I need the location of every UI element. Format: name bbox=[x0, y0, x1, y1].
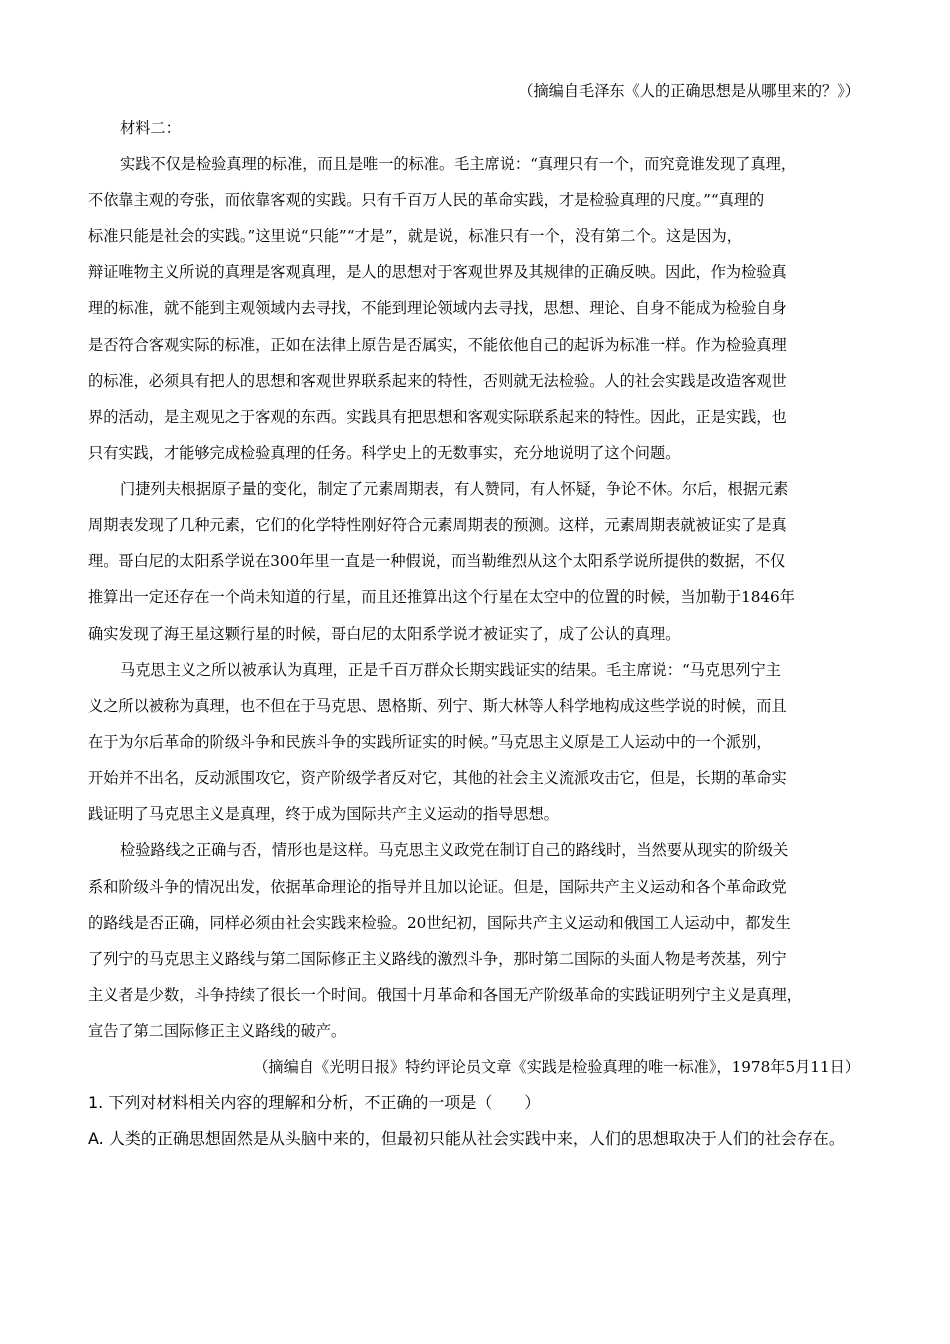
paragraph-line: 系和阶级斗争的情况出发，依据革命理论的指导并且加以论证。但是，国际共产主义运动和各个革命政党 bbox=[88, 878, 787, 896]
paragraph-line: 的标准，必须具有把人的思想和客观世界联系起来的特性，否则就无法检验。人的社会实践是改造客观世 bbox=[88, 372, 787, 390]
paragraph-line: 门捷列夫根据原子量的变化，制定了元素周期表，有人赞同，有人怀疑，争论不休。尔后，根据元素 bbox=[120, 480, 789, 498]
paragraph-line: 在于为尔后革命的阶级斗争和民族斗争的实践所证实的时候。”马克思主义原是工人运动中的一个派别， bbox=[88, 733, 772, 751]
paragraph-line: 开始并不出名，反动派围攻它，资产阶级学者反对它，其他的社会主义流派攻击它，但是，长期的革命实 bbox=[88, 769, 787, 787]
question-stem: 1. 下列对材料相关内容的理解和分析，不正确的一项是（ ） bbox=[88, 1093, 541, 1112]
paragraph-line: 实践不仅是检验真理的标准，而且是唯一的标准。毛主席说：“真理只有一个，而究竟谁发现了真理， bbox=[120, 155, 797, 173]
paragraph-line: 理。哥白尼的太阳系学说在300年里一直是一种假说，而当勒维烈从这个太阳系学说所提供的数据，不仅 bbox=[88, 552, 786, 570]
paragraph-line: 标准只能是社会的实践。”这里说“只能”“才是”，就是说，标准只有一个，没有第二个。这是因为， bbox=[88, 227, 742, 245]
paragraph-line: 检验路线之正确与否，情形也是这样。马克思主义政党在制订自己的路线时，当然要从现实的阶级关 bbox=[120, 841, 789, 859]
paragraph-line: 只有实践，才能够完成检验真理的任务。科学史上的无数事实，充分地说明了这个问题。 bbox=[88, 444, 681, 462]
paragraph-line: 马克思主义之所以被承认为真理，正是千百万群众长期实践证实的结果。毛主席说：“马克思列宁主 bbox=[120, 661, 781, 679]
paragraph-line: 不依靠主观的夸张，而依靠客观的实践。只有千百万人民的革命实践，才是检验真理的尺度。”“真理的 bbox=[88, 191, 765, 209]
source-citation: （摘编自《光明日报》特约评论员文章《实践是检验真理的唯一标准》，1978年5月11日） bbox=[253, 1058, 860, 1076]
paragraph-line: 推算出一定还存在一个尚未知道的行星，而且还推算出这个行星在太空中的位置的时候，当加勒于1846年 bbox=[88, 588, 795, 606]
source-citation-top: （摘编自毛泽东《人的正确思想是从哪里来的？》） bbox=[518, 82, 860, 100]
paragraph-line: 的路线是否正确，同样必须由社会实践来检验。20世纪初，国际共产主义运动和俄国工人运动中，都发生 bbox=[88, 914, 791, 932]
paragraph-line: 是否符合客观实际的标准，正如在法律上原告是否属实，不能依他自己的起诉为标准一样。作为检验真理 bbox=[88, 336, 787, 354]
paragraph-line: 界的活动，是主观见之于客观的东西。实践具有把思想和客观实际联系起来的特性。因此，正是实践，也 bbox=[88, 408, 787, 426]
paragraph-line: 确实发现了海王星这颗行星的时候，哥白尼的太阳系学说才被证实了，成了公认的真理。 bbox=[88, 625, 681, 643]
material2-heading: 材料二： bbox=[120, 119, 181, 137]
paragraph-line: 主义者是少数，斗争持续了很长一个时间。俄国十月革命和各国无产阶级革命的实践证明列宁主义是真理， bbox=[88, 986, 802, 1004]
option-a: A. 人类的正确思想固然是从头脑中来的，但最初只能从社会实践中来，人们的思想取决于人们的社会存在。 bbox=[88, 1129, 845, 1148]
paragraph-line: 理的标准，就不能到主观领域内去寻找，不能到理论领域内去寻找，思想、理论、自身不能成为检验自身 bbox=[88, 299, 787, 317]
paragraph-line: 践证明了马克思主义是真理，终于成为国际共产主义运动的指导思想。 bbox=[88, 805, 559, 823]
paragraph-line: 宣告了第二国际修正主义路线的破产。 bbox=[88, 1022, 347, 1040]
paragraph-line: 辩证唯物主义所说的真理是客观真理，是人的思想对于客观世界及其规律的正确反映。因此，作为检验真 bbox=[88, 263, 787, 281]
paragraph-line: 义之所以被称为真理，也不但在于马克思、恩格斯、列宁、斯大林等人科学地构成这些学说的时候，而且 bbox=[88, 697, 787, 715]
paragraph-line: 周期表发现了几种元素，它们的化学特性刚好符合元素周期表的预测。这样，元素周期表就被证实了是真 bbox=[88, 516, 787, 534]
paragraph-line: 了列宁的马克思主义路线与第二国际修正主义路线的激烈斗争，那时第二国际的头面人物是考茨基，列宁 bbox=[88, 950, 787, 968]
